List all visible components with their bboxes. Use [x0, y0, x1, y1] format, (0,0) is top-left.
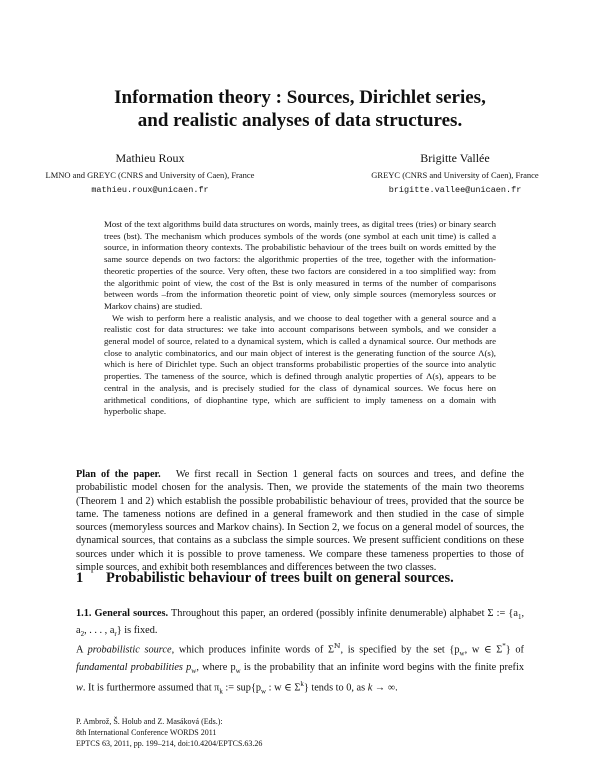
subsection-heading: 1.1. General sources. [76, 608, 169, 619]
author-name: Brigitte Vallée [420, 151, 490, 165]
body-lead: A [76, 644, 83, 656]
section-heading [76, 570, 524, 587]
abstract-paragraph-2: We wish to perform here a realistic analysis, and we choose to deal together with a general source and a realistic cost for data structures: we take into account comparisons between symbols, and we consider a general model of source, related to a dynamical system, which is called a dynamical source. Our methods are close to analytic combinatorics, and our main object of interest is the generating function of the source Λ(s), which is here of Dirichlet type. Such an object transforms probabilistic properties of the source into analytic properties. The tameness of the source, which is defined through analytic properties of Λ(s), appears to be central in the analysis, and is precisely studied for the class of dynamical sources. We focus here on arithmetical conditions, of diophantine type, which are sufficient to imply tameness on a domain with hyperbolic shape. [104, 312, 496, 417]
section-number: 1 [76, 570, 84, 586]
body-mid-3: } of [505, 644, 524, 656]
plan-heading: Plan of the paper. [76, 469, 161, 480]
title-line-1: Information theory : Sources, Dirichlet series, [114, 87, 486, 108]
plan-paragraph [76, 468, 524, 574]
plan-text: We first recall in Section 1 general facts on sources and trees, and define the probabilistic model chosen for the analysis. Then, we provide the statements of the main two theorems (Theorem 1 and 2) which establish the possible probabilistic behaviour of trees, provided that the source be tame. The tameness notions are defined in a general framework and then studied in the case of simple sources (memoryless sources and Markov chains). In Section 2, we focus on a general model of sources, the dynamical sources, that contains as a subclass the simple sources. We present sufficient conditions on these sources under which it is possible to prove tameness. We compare these tameness properties to those of simple sources, and exhibit both resemblances and differences between the two classes. [76, 469, 524, 574]
abstract-paragraph-1: Most of the text algorithms build data structures on words, mainly trees, as digital trees (tries) or binary search trees (bst). The mechanism which produces symbols of the words (one symbol at each unit time) is called a source, in information theory contexts. The probabilistic behaviour of the trees built on words emitted by the same source depends on two factors: the algorithmic properties of the tree, together with the information-theoretic properties of the source. Very often, these two factors are considered in a too simplified way: from the algorithmic point of view, the cost of the Bst is only measured in terms of the number of comparisons between words –from the information theoretic point of view, only simple sources (memoryless sources or Markov chains) are studied. [104, 219, 496, 311]
author-affiliation: LMNO and GREYC (CNRS and University of Caen), France [45, 170, 255, 180]
term-fundamental-probabilities: fundamental probabilities p [76, 661, 192, 673]
footer-line-2: 8th International Conference WORDS 2011 [76, 727, 217, 737]
footer-line-1: P. Ambrož, Š. Holub and Z. Masáková (Eds.): [76, 717, 223, 726]
author-block-1 [40, 150, 260, 196]
section-title: Probabilistic behaviour of trees built on general sources. [106, 570, 454, 586]
body-mid: , which produces infinite words of Σ [171, 644, 335, 656]
title-line-2: and realistic analyses of data structures. [137, 110, 463, 131]
source-definition-paragraph: A probabilistic source, which produces infinite words of $\Sigma^ℕ$, is specified by the set {$p_w$, w ∈ Σ*} of fundamental probabilities $p_w$, where $p_w$ is the probability that an infinite word begins with the finite prefix w. It is furthermore assumed that $\pi_k$ := $sup\{p_w$ : w ∈ $\Sigma^k$} tends to 0, as k → ∞. [76, 642, 524, 696]
body-rest: , where p [196, 661, 236, 673]
subsection-paragraph: 1.1. General sources. Throughout this paper, an ordered (possibly infinite denumerable) alphabet Σ := {$a_1$, $a_2$, . . . , $a_r$} is fixed. [76, 608, 525, 639]
paper-title [60, 86, 540, 132]
footer-line-3: EPTCS 63, 2011, pp. 199–214, doi:10.4204/EPTCS.63.26 [76, 738, 263, 748]
author-affiliation: GREYC (CNRS and University of Caen), France [371, 170, 539, 180]
body-mid-2: , is specified by the set {p [340, 644, 460, 656]
body-rest-4: := sup{p [222, 682, 262, 694]
abstract [104, 219, 496, 418]
subsection-text-b: } is fixed. [116, 625, 158, 637]
body-rest-2: is the probability that an infinite word begins with the finite prefix [240, 661, 524, 673]
footer-citation [76, 717, 376, 749]
body-rest-3: . It is furthermore assumed that π [82, 682, 220, 694]
body-rest-5: } tends to 0, as [303, 682, 366, 694]
author-email: brigitte.vallee@unicaen.fr [388, 185, 522, 195]
author-block-2 [335, 150, 575, 196]
term-probabilistic-source: probabilistic source [87, 644, 172, 656]
subsection-text-a: Throughout this paper, an ordered (possibly infinite denumerable) alphabet Σ := {a [171, 608, 518, 619]
author-email: mathieu.roux@unicaen.fr [91, 185, 209, 195]
author-name: Mathieu Roux [115, 151, 185, 165]
